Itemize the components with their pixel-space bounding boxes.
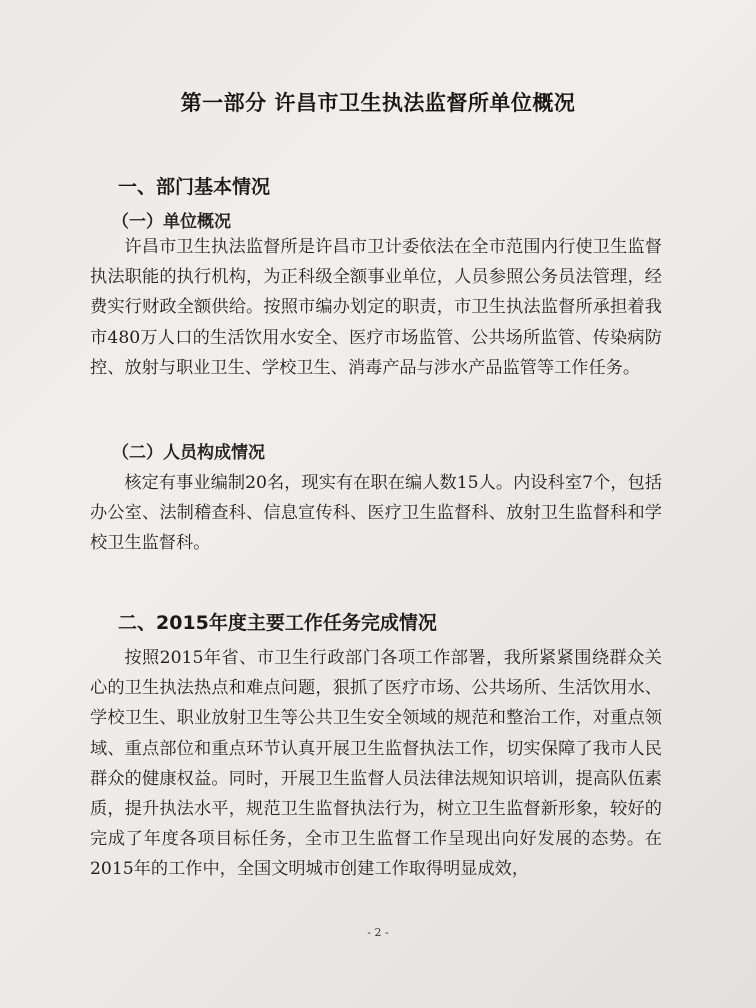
subsection1-paragraph: 许昌市卫生执法监督所是许昌市卫计委依法在全市范围内行使卫生监督执法职能的执行机构，为正科级全额事业单位，人员参照公务员法管理，经费实行财政全额供给。按照市编办划定的职责，市卫生执法监督所承担着我市480万人口的生活饮用水安全、医疗市场监管、公共场所监管、传染病防控、放射与职业卫生、学校卫生、消毒产品与涉水产品监管等工作任务。 <box>90 237 662 378</box>
subsection2-paragraph: 核定有事业编制20名，现实有在职在编人数15人。内设科室7个，包括办公室、法制稽查科、信息宣传科、医疗卫生监督科、放射卫生监督科和学校卫生监督科。 <box>90 473 662 554</box>
document-title: 第一部分 许昌市卫生执法监督所单位概况 <box>180 91 576 115</box>
page-number: - 2 - <box>367 926 389 939</box>
section2-paragraph: 按照2015年省、市卫生行政部门各项工作部署，我所紧紧围绕群众关心的卫生执法热点和难点问题，狠抓了医疗市场、公共场所、生活饮用水、学校卫生、职业放射卫生等公共卫生安全领域的规范和整治工作，对重点领域、重点部位和重点环节认真开展卫生监督执法工作，切实保障了我市人民群众的健康权益。同时，开展卫生监督人员法律法规知识培训，提高队伍素质，提升执法水平，规范卫生监督执法行为，树立卫生监督新形象，较好的完成了年度各项目标任务，全市卫生监督工作呈现出向好发展的态势。在2015年的工作中，全国文明城市创建工作取得明显成效， <box>90 648 662 880</box>
section1-heading: 一、部门基本情况 <box>118 176 271 198</box>
subsection1-heading: （一）单位概况 <box>112 212 231 232</box>
section2-heading: 二、2015年度主要工作任务完成情况 <box>118 612 437 634</box>
subsection2-heading: （二）人员构成情况 <box>112 443 265 463</box>
